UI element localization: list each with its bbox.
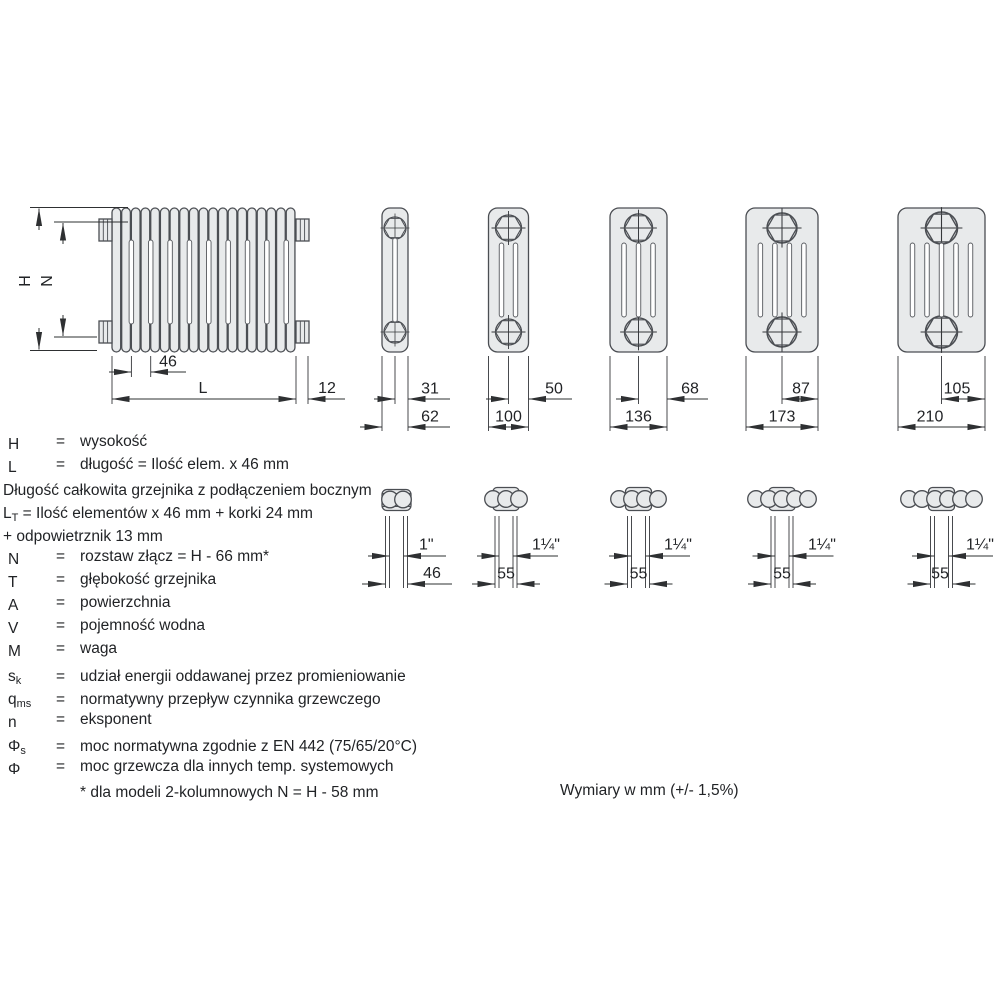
top-view-6col [901,488,994,589]
legend-row-phi: Φ = moc grzewcza dla innych temp. systemowych [8,758,394,778]
legend-row-qms: qms = normatywny przepływ czynnika grzewczego [8,691,381,710]
legend [3,433,417,801]
dim-31: 31 [421,380,439,398]
legend-row-total-length-title: Długość całkowita grzejnika z podłączeniem bocznym [3,482,372,499]
legend-row-footnote: * dla modeli 2-kolumnowych N = H - 58 mm [80,784,379,801]
dim-62: 62 [421,408,439,426]
dim-210: 210 [916,408,944,426]
spacing-label: N [39,275,56,287]
cross-section-5col [746,208,818,431]
dim-68: 68 [681,380,699,398]
top-view-2col [362,490,452,589]
cross-section-6col [898,207,985,431]
front-view [17,208,345,405]
dim-173: 173 [768,408,796,426]
dimensions-note: Wymiary w mm (+/- 1,5%) [560,782,739,799]
end-offset-dimension [308,380,345,399]
legend-row-n: N = rozstaw złącz = H - 66 mm* [8,548,270,568]
legend-row-lt: LT = Ilość elementów x 46 mm + korki 24 mm [3,505,313,524]
legend-row-m: M = waga [8,640,118,660]
legend-row-a: A = powierzchnia [8,594,171,614]
end-offset-value: 12 [318,380,336,397]
pitch-3col: 55 [497,565,515,583]
pitch-4col: 55 [629,565,648,583]
top-view-3col [472,488,560,589]
legend-row-phi-s: Φs = moc normatywna zgodnie z EN 442 (75/65/20°C) [8,738,418,757]
legend-row-sk: sk = udział energii oddawanej przez promieniowanie [8,668,406,687]
dim-100: 100 [495,408,522,426]
legend-row-vent: + odpowietrznik 13 mm [3,528,163,545]
cross-section-4col [610,208,708,431]
pitch-5col: 55 [773,565,791,583]
dim-50: 50 [545,380,563,398]
element-width-value: 46 [159,353,177,371]
cross-section-2col [360,208,450,431]
cross-section-3col [486,208,572,431]
legend-row-l: L = długość = Ilość elem. x 46 mm [8,456,289,476]
pitch-2col: 46 [423,565,441,582]
length-dimension [112,380,296,399]
thread-size-4col: 1¼" [664,536,692,554]
top-view-4col [605,488,692,589]
thread-size-6col: 1¼" [966,536,994,554]
element-width-dimension [109,354,186,373]
thread-size-5col: 1¼" [808,536,836,554]
length-label: L [198,380,208,397]
thread-size-2col: 1" [419,536,434,554]
top-view-5col [748,488,836,589]
pitch-6col: 55 [931,565,949,583]
dim-136: 136 [625,408,652,426]
legend-row-h: H = wysokość [8,433,148,453]
legend-row-t: T = głębokość grzejnika [8,571,217,591]
legend-row-n-exp: n = eksponent [8,711,152,731]
dim-87: 87 [792,380,810,398]
legend-row-v: V = pojemność wodna [8,617,205,637]
thread-size-3col: 1¼" [532,536,560,554]
height-label: H [17,275,34,287]
dim-105: 105 [943,380,971,398]
